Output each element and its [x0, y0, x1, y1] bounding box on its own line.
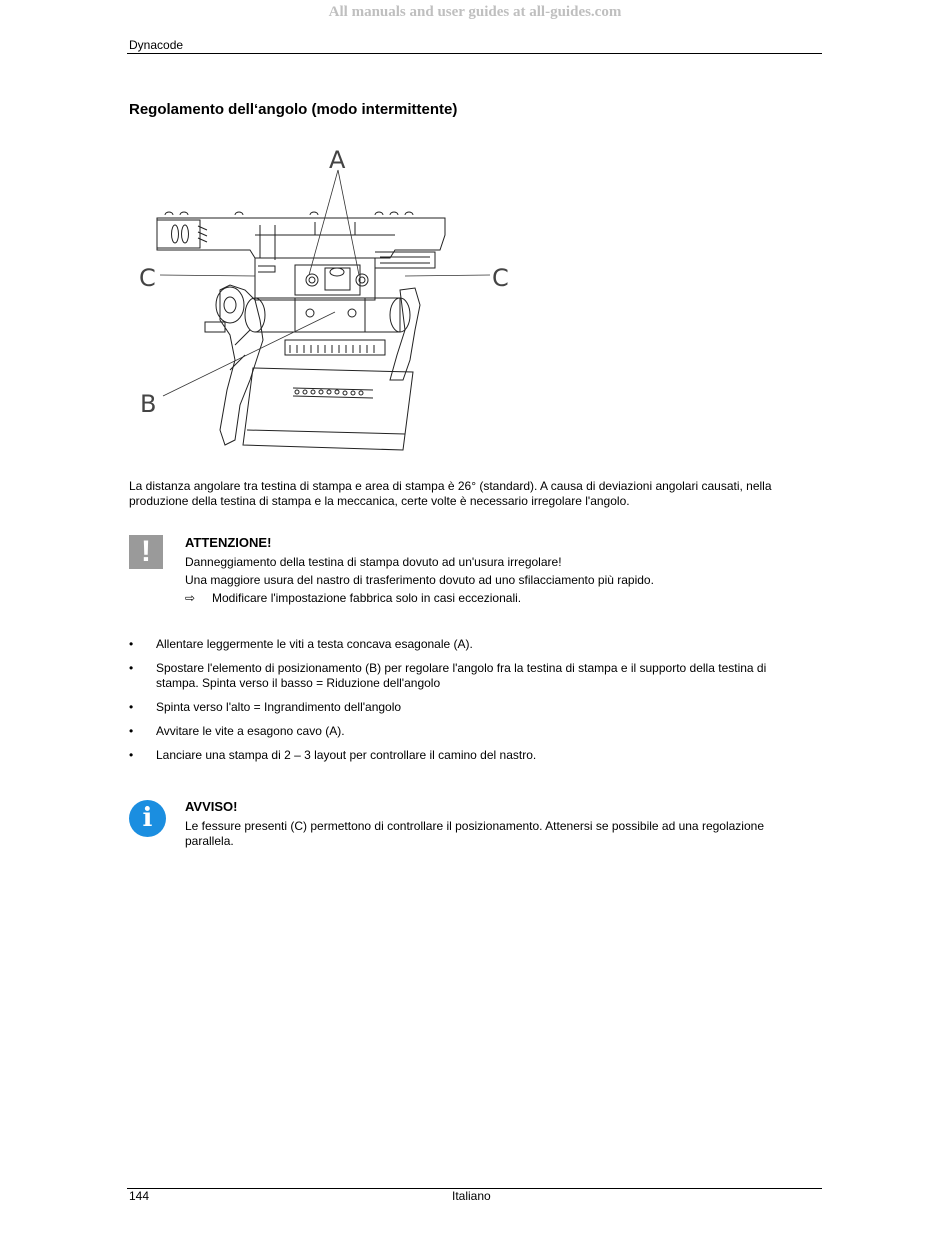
- intro-paragraph: La distanza angolare tra testina di stampa e area di stampa è 26° (standard). A causa di deviazioni angolari causati, nella produzione della testina di stampa e la meccanica, certe volte è necessario irregolare l'angolo.: [129, 479, 772, 508]
- label-c-left: C: [139, 264, 156, 292]
- exclamation-icon: !: [129, 535, 163, 569]
- page-number: 144: [129, 1189, 150, 1203]
- printhead-diagram: [135, 140, 520, 465]
- arrow-right-icon: ⇨: [185, 591, 196, 605]
- warning-line: Danneggiamento della testina di stampa dovuto ad un'usura irregolare!: [185, 555, 562, 569]
- list-item: [129, 748, 789, 763]
- notice-heading: AVVISO!: [185, 799, 238, 814]
- header-brand: Dynacode: [129, 38, 184, 52]
- step-text: Lanciare una stampa di 2 – 3 layout per controllare il camino del nastro.: [156, 747, 537, 762]
- list-item: [129, 724, 789, 739]
- warning-line: Una maggiore usura del nastro di trasferimento dovuto ad uno sfilacciamento più rapido.: [185, 573, 654, 587]
- footer-language: Italiano: [452, 1189, 491, 1203]
- label-b: B: [140, 390, 157, 418]
- notice-text: Le fessure presenti (C) permettono di controllare il posizionamento. Attenersi se possibile ad una regolazione parallela.: [185, 819, 764, 848]
- warning-heading: ATTENZIONE!: [185, 535, 272, 550]
- step-text: Allentare leggermente le viti a testa concava esagonale (A).: [156, 637, 473, 651]
- bullet-icon: •: [129, 723, 134, 738]
- watermark: All manuals and user guides at all-guides.com: [328, 4, 622, 20]
- info-notice: [185, 799, 805, 852]
- bullet-icon: •: [129, 747, 134, 762]
- step-text: Avvitare le vite a esagono cavo (A).: [156, 723, 345, 738]
- bullet-icon: •: [129, 637, 134, 651]
- warning-action: [185, 591, 805, 606]
- list-item: [129, 661, 789, 690]
- bullet-icon: •: [129, 661, 134, 675]
- warning-action-text: Modificare l'impostazione fabbrica solo in casi eccezionali.: [212, 591, 522, 605]
- step-text: Spostare l'elemento di posizionamento (B) per regolare l'angolo fra la testina di stampa e il supporto della testina di stampa. Spinta verso il basso = Riduzione dell'angolo: [156, 661, 767, 690]
- label-a: A: [329, 146, 346, 174]
- section-title: Regolamento dell‘angolo (modo intermittente): [129, 101, 458, 118]
- warning-notice: [185, 535, 805, 606]
- steps-list: [129, 637, 789, 772]
- list-item: [129, 700, 789, 715]
- label-c-right: C: [492, 264, 509, 292]
- step-text: Spinta verso l'alto = Ingrandimento dell'angolo: [156, 699, 402, 714]
- header-divider: [127, 53, 822, 54]
- list-item: [129, 637, 789, 652]
- bullet-icon: •: [129, 699, 134, 714]
- info-icon: i: [129, 800, 166, 837]
